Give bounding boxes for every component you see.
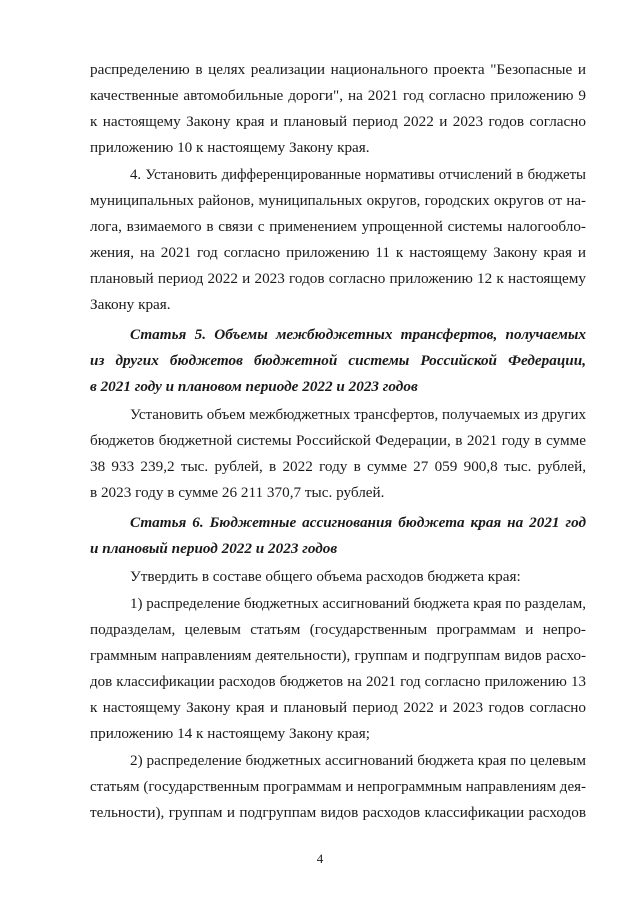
text-line: приложению 10 к настоящему Закону края. bbox=[90, 139, 370, 156]
article-5-heading: Статья 5. Объемы межбюджетных трансфертов, получаемых bbox=[130, 326, 586, 343]
article-6-heading: и плановый период 2022 и 2023 годов bbox=[90, 540, 338, 557]
text-line: Утвердить в составе общего объема расходов бюджета края: bbox=[130, 568, 521, 585]
text-line: дов классификации расходов бюджетов на 2021 год согласно приложению 13 bbox=[90, 674, 586, 690]
text-line: Установить объем межбюджетных трансфертов, получаемых из других bbox=[130, 407, 586, 423]
text-line: тельности), группам и подгруппам видов расходов классификации расходов bbox=[90, 804, 586, 821]
text-line: граммным направлениям деятельности), группам и подгруппам видов расхо- bbox=[90, 648, 586, 664]
text-line: статьям (государственным программам и непрограммным направлениям дея- bbox=[90, 779, 586, 795]
text-line: 2) распределение бюджетных ассигнований бюджета края по целевым bbox=[130, 752, 586, 769]
text-line: к настоящему Закону края и плановый период 2022 и 2023 годов согласно bbox=[90, 113, 586, 130]
text-line: лога, взимаемого в связи с применением упрощенной системы налогообло- bbox=[90, 218, 586, 235]
page-number: 4 bbox=[316, 851, 324, 866]
article-6-heading: Статья 6. Бюджетные ассигнования бюджета края на 2021 год bbox=[130, 514, 586, 531]
text-line: жения, на 2021 год согласно приложению 11 к настоящему Закону края и bbox=[90, 244, 586, 261]
article-5-heading: в 2021 году и плановом периоде 2022 и 2023 годов bbox=[90, 378, 418, 395]
text-line: плановый период 2022 и 2023 годов согласно приложению 12 к настоящему bbox=[90, 270, 586, 287]
text-line: муниципальных районов, муниципальных округов, городских округов от на- bbox=[90, 193, 586, 209]
text-line: приложению 14 к настоящему Закону края; bbox=[90, 725, 370, 742]
text-line: подразделам, целевым статьям (государственным программам и непро- bbox=[90, 621, 586, 638]
text-line: качественные автомобильные дороги", на 2021 год согласно приложению 9 bbox=[90, 87, 586, 104]
article-5-heading: из других бюджетов бюджетной системы Российской Федерации, bbox=[90, 352, 586, 369]
text-line: 38 933 239,2 тыс. рублей, в 2022 году в сумме 27 059 900,8 тыс. рублей, bbox=[90, 458, 586, 475]
text-line: к настоящему Закону края и плановый период 2022 и 2023 годов согласно bbox=[90, 699, 586, 716]
text-line: в 2023 году в сумме 26 211 370,7 тыс. рублей. bbox=[90, 484, 385, 501]
text-line: распределению в целях реализации национального проекта "Безопасные и bbox=[90, 61, 586, 78]
text-line: бюджетов бюджетной системы Российской Федерации, в 2021 году в сумме bbox=[90, 432, 586, 449]
text-line: 1) распределение бюджетных ассигнований бюджета края по разделам, bbox=[130, 596, 586, 612]
text-line: 4. Установить дифференцированные нормативы отчислений в бюджеты bbox=[130, 167, 586, 183]
text-line: Закону края. bbox=[90, 296, 171, 313]
